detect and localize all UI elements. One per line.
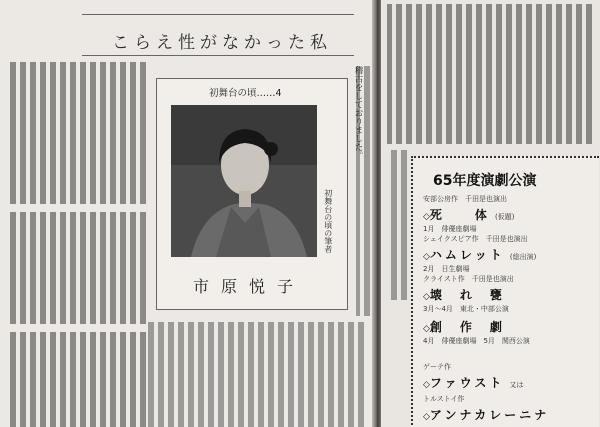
play-entry: シェイクスピア作 千田是也演出 ◇ハムレット (総出演) 2月 日生劇場: [423, 235, 537, 273]
play-entry: クライスト作 千田是也演出 ◇壊 れ 甕 3月〜4月 東北・中部公演: [423, 275, 514, 313]
author-name: 市原悦子: [193, 277, 306, 296]
play-credit: シェイクスピア作 千田是也演出: [423, 235, 528, 243]
play-credit: ゲーテ作: [423, 363, 451, 371]
play-credit: クライスト作 千田是也演出: [423, 275, 514, 283]
body-text-column: [6, 332, 146, 427]
play-name: ファウスト: [429, 376, 505, 390]
author-photo: [171, 105, 317, 257]
play-name: 死 体: [429, 208, 490, 222]
play-schedule: 2月 日生劇場: [423, 265, 470, 273]
body-text-column: [6, 62, 146, 204]
play-entry: ゲーテ作 ◇ファウスト 又は: [423, 363, 524, 390]
play-name: 壊 れ 甕: [429, 288, 505, 302]
play-entry: 安部公房作 千田是也演出 ◇死 体 (仮題) 1月 俳優座劇場: [423, 195, 515, 233]
play-entry: ◇創 作 劇 4月 俳優座劇場 5月 関西公演: [423, 320, 530, 345]
body-text-column: [387, 4, 592, 144]
series-label: 初舞台の頃……4: [209, 88, 282, 99]
body-text-column: [146, 322, 364, 427]
play-entry: トルストイ作 ◇アンナカレーニナ: [423, 395, 550, 422]
play-credit: 安部公房作 千田是也演出: [423, 195, 507, 203]
play-schedule: 1月 俳優座劇場: [423, 225, 477, 233]
intro-line: 稽古をしておりました。: [353, 66, 363, 160]
play-schedule: 4月 俳優座劇場 5月 関西公演: [423, 337, 530, 345]
play-name: アンナカレーニナ: [429, 408, 550, 422]
play-credit: トルストイ作: [423, 395, 465, 403]
photo-caption: 初舞台の頃の筆者: [323, 189, 333, 253]
portrait-image: [171, 105, 317, 257]
play-note: (総出演): [509, 253, 537, 261]
right-page: [381, 0, 600, 427]
body-text-column: [6, 212, 146, 324]
play-name: ハムレット: [429, 248, 505, 262]
ad-title: 65年度演劇公演: [433, 173, 537, 189]
photo-box: [156, 78, 348, 310]
play-name: 創 作 劇: [429, 320, 505, 334]
play-note: 又は: [509, 381, 524, 389]
essay-title: こらえ性がなかった私: [112, 33, 332, 53]
body-text-column: [387, 150, 407, 300]
play-note: (仮題): [495, 213, 515, 221]
play-schedule: 3月〜4月 東北・中部公演: [423, 305, 509, 313]
performance-ad-box: [411, 156, 599, 427]
